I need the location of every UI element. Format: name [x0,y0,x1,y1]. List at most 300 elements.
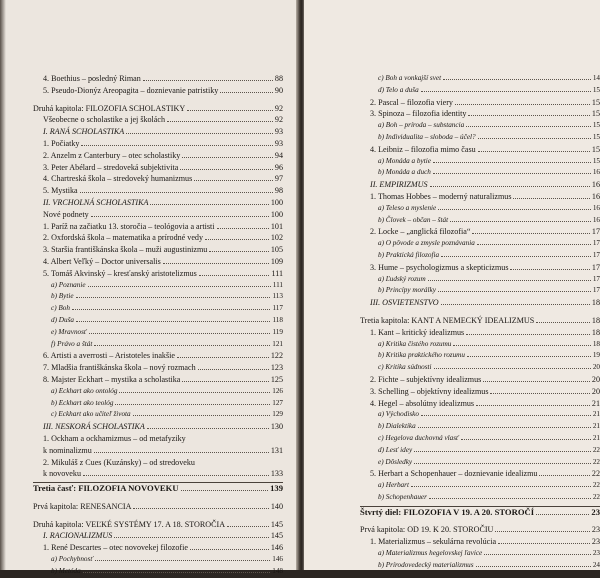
toc-entry [33,221,283,233]
toc-leader-dots [182,381,269,382]
toc-entry [33,483,283,495]
toc-entry [360,398,600,410]
toc-page-number: 18 [592,339,600,348]
toc-entry [33,150,283,162]
toc-entry [33,386,283,398]
toc-page-number: 20 [591,386,600,396]
toc-leader-dots [483,381,590,382]
toc-entry-title: 4. Chartreská škola – stredoveký humanizmus [43,174,193,184]
toc-leader-dots [89,333,271,334]
toc-page-number: 113 [272,292,283,301]
toc-leader-dots [421,91,591,92]
toc-page-number: 15 [592,85,600,94]
toc-leader-dots [182,157,273,158]
toc-leader-dots [443,79,591,80]
toc-page-number: 21 [591,398,600,408]
toc-entry [33,315,283,327]
toc-entry [360,350,600,362]
toc-page-number: 146 [272,555,283,564]
toc-leader-dots [536,514,589,515]
toc-entry [360,524,600,536]
toc-page-number: 127 [272,398,283,407]
toc-entry [360,315,600,327]
toc-leader-dots [495,531,590,532]
toc-page-number: 21 [592,433,600,442]
toc-leader-dots [466,334,590,335]
toc-entry-title: d) Lesť idey [378,445,413,454]
toc-page-number: 92 [274,103,283,113]
toc-entry [33,457,283,469]
toc-leader-dots [91,216,269,217]
toc-leader-dots [94,345,270,346]
toc-entry [360,327,600,339]
toc-entry-title: b) Prírodovedecký materializmus [378,560,474,569]
toc-page-number: 23 [592,549,600,558]
toc-leader-dots [430,186,590,187]
toc-entry [360,132,600,144]
toc-entry-title: a) Monáda a bytie [378,156,431,165]
toc-entry-title: 1. René Descartes – otec novovekej filozofie [43,543,188,553]
toc-entry-title: 6. Artisti a averrosti – Aristoteles inakšie [43,351,175,361]
toc-page-number: 16 [592,203,600,212]
toc-entry [360,285,600,297]
toc-entry-title: 4. Albert Veľký – Doctor universalis [43,256,161,266]
toc-page-number: 88 [274,74,283,83]
toc-entry-title: b) Individualita – sloboda – účel? [378,132,476,141]
toc-leader-dots [83,572,270,573]
toc-entry-title: d) Duša [51,315,74,324]
toc-leader-dots [418,427,591,428]
toc-entry-title: 5. Tomáš Akvinský – kresťanský aristotelizmus [43,268,197,278]
toc-page-number: 126 [272,386,283,395]
toc-entry [33,398,283,410]
toc-page-number: 22 [592,445,600,454]
toc-page-number: 14 [592,74,600,82]
toc-leader-dots [133,415,271,416]
toc-entry-title: II. EMPIRIZMUS [370,180,428,190]
toc-entry-title: a) Herbart [378,481,409,490]
toc-page-number: 15 [591,144,600,154]
toc-leader-dots [76,297,271,298]
toc-entry [360,203,600,215]
toc-leader-dots [227,526,269,527]
toc-page-number: 22 [592,481,600,490]
toc-page-number: 146 [270,543,283,553]
toc-entry-title: a) Boh – príroda – substancia [378,121,465,130]
toc-entry [33,232,283,244]
toc-leader-dots [461,439,591,440]
toc-leader-dots [177,357,269,358]
toc-page-number: 102 [270,233,283,243]
toc-entry-title: a) Pochybnosť [51,555,93,564]
toc-entry [360,339,600,351]
toc-entry-title: a) Materializmus hegelovskej ľavice [378,549,483,558]
toc-leader-dots [513,198,589,199]
toc-page-number: 139 [270,483,283,494]
toc-leader-dots [421,415,591,416]
toc-entry [360,560,600,572]
toc-entry [360,215,600,227]
toc-leader-dots [143,80,273,81]
toc-page-number: 15 [592,121,600,130]
toc-page-number: 16 [591,180,600,190]
toc-entry-title: Druhá kapitola: FILOZOFIA SCHOLASTIKY [33,103,186,113]
right-page [304,0,600,570]
toc-entry-title: Štvrtý diel: FILOZOFIA V 19. A 20. STOROČÍ [360,506,535,517]
toc-leader-dots [434,368,591,369]
toc-entry-title: 3. Schelling – objektívny idealizmus [370,386,489,396]
toc-entry [33,339,283,351]
toc-page-number: 93 [274,127,283,137]
toc-leader-dots [220,92,273,93]
toc-leader-dots [476,566,591,567]
toc-page-number: 129 [272,410,283,419]
toc-entry-title: c) Boh a vonkajší svet [378,74,442,82]
toc-leader-dots [76,321,271,322]
toc-entry-title: Nové podnety [43,209,89,219]
toc-entry-title: 7. Mladšia františkánska škola – nový rozmach [43,363,196,373]
toc-leader-dots [484,554,591,555]
toc-entry [360,433,600,445]
toc-page-number: 18 [591,298,600,308]
toc-entry [33,374,283,386]
toc-entry [33,554,283,566]
toc-entry-title: b) Monáda a duch [378,168,431,177]
toc-entry-title: 1. Materializmus – sekulárna revolúcia [370,537,497,547]
toc-leader-dots [199,275,270,276]
toc-leader-dots [119,392,270,393]
toc-right-column [360,73,600,572]
toc-leader-dots [72,309,271,310]
toc-entry [33,103,283,115]
toc-page-number: 111 [272,280,283,289]
toc-entry [360,457,600,469]
toc-entry [33,173,283,185]
toc-leader-dots [190,549,269,550]
toc-page-number: 24 [592,560,600,569]
toc-entry-title: 3. Peter Abélard – stredoveká subjektivita [43,162,179,172]
toc-page-number: 93 [274,138,283,148]
toc-page-number: 21 [592,410,600,419]
toc-page-number: 94 [274,150,283,160]
toc-entry-title: 2. Anzelm z Canterbury – otec scholastiky [43,150,181,160]
toc-page-number: 92 [274,115,283,125]
toc-leader-dots [478,151,590,152]
toc-page-number: 131 [270,445,283,455]
toc-entry-title: f) Právo a štát [51,339,93,348]
toc-leader-dots [433,173,591,174]
toc-entry [360,191,600,203]
toc-entry [33,501,283,513]
toc-page-number: 15 [591,97,600,107]
toc-entry-title: 3. Spinoza – filozofia identity [370,109,467,119]
toc-page-number: 15 [592,156,600,165]
toc-entry-title: 1. Počiatky [43,138,80,148]
toc-leader-dots [414,463,591,464]
toc-entry [33,162,283,174]
page-edge-shadow [0,0,6,570]
toc-page-number: 117 [272,304,283,313]
toc-leader-dots [472,233,589,234]
toc-entry [33,114,283,126]
toc-leader-dots [205,239,269,240]
toc-page-number: 17 [591,262,600,272]
toc-entry [33,303,283,315]
toc-entry [33,433,283,445]
toc-leader-dots [115,404,270,405]
toc-entry-title: 4. Hegel – absolútny idealizmus [370,398,475,408]
toc-leader-dots [438,209,591,210]
toc-leader-dots [450,221,591,222]
toc-page-number: 145 [270,531,283,541]
toc-entry-title: k nominalizmu [43,445,92,455]
toc-entry [360,144,600,156]
toc-leader-dots [438,291,591,292]
toc-leader-dots [510,269,589,270]
toc-entry [360,167,600,179]
toc-entry [33,209,283,221]
toc-entry-title: 3. Staršia františkánska škola – muži augustinizmu [43,245,208,255]
toc-entry [33,468,283,480]
toc-leader-dots [180,169,273,170]
toc-entry [33,138,283,150]
toc-leader-dots [187,110,273,111]
toc-entry [33,421,283,433]
toc-entry-title: a) Ľudský rozum [378,274,426,283]
toc-entry [360,179,600,191]
toc-entry-title: Tretia kapitola: KANT A NEMECKÝ IDEALIZMUS [360,315,535,325]
toc-entry [33,73,283,85]
toc-entry [33,327,283,339]
toc-entry [33,256,283,268]
toc-entry-title: 5. Mystika [43,186,78,196]
toc-leader-dots [126,133,273,134]
toc-leader-dots [453,345,590,346]
toc-entry [360,238,600,250]
toc-left-column [33,73,283,578]
toc-leader-dots [95,560,270,561]
toc-entry-title: a) Východisko [378,410,419,419]
toc-page-number: 17 [591,227,600,237]
toc-entry [33,268,283,280]
toc-page-number: 111 [271,268,283,278]
toc-entry [33,85,283,97]
toc-page-number: 105 [270,245,283,255]
toc-entry [360,409,600,421]
toc-entry-title: 1. Ockham a ockhamizmus – od metafyziky [43,433,186,443]
toc-entry-title: c) Boh [51,304,70,313]
toc-entry-title: III. NESKORÁ SCHOLASTIKA [43,422,145,432]
toc-page-number: 145 [270,519,283,529]
toc-entry-title: b) Schopenhauer [378,492,427,501]
toc-page-number: 130 [270,422,283,432]
toc-page-number: 17 [592,274,600,283]
toc-page-number: 20 [592,363,600,372]
toc-entry [33,530,283,542]
toc-entry [360,250,600,262]
toc-leader-dots [498,543,590,544]
toc-entry [33,185,283,197]
toc-page-number: 98 [274,186,283,196]
toc-entry [360,362,600,374]
toc-entry [360,548,600,560]
toc-entry-title: 2. Locke – „anglická filozofia“ [370,227,471,237]
toc-leader-dots [194,180,273,181]
left-page [0,0,298,575]
toc-page-number: 101 [270,221,283,231]
toc-leader-dots [147,428,269,429]
toc-page-number: 97 [274,174,283,184]
toc-entry-title: b) Bytie [51,292,74,301]
toc-entry-title: 2. Pascal – filozofia viery [370,97,453,107]
toc-entry-title: 1. Kant – kritický idealizmus [370,327,465,337]
toc-entry-title: b) Metóda [51,566,81,575]
toc-leader-dots [83,475,269,476]
toc-entry [360,274,600,286]
toc-leader-dots [476,405,590,406]
toc-leader-dots [217,228,269,229]
toc-page-number: 21 [592,422,600,431]
toc-page-number: 22 [592,492,600,501]
toc-leader-dots [163,263,269,264]
toc-page-number: 23 [591,537,600,547]
toc-entry-title: e) Mravnosť [51,327,87,336]
toc-entry [360,480,600,492]
toc-entry-title: b) Eckhart ako teológ [51,398,114,407]
toc-entry-title: k novoveku [43,469,81,479]
toc-leader-dots [536,322,590,323]
toc-entry-title: 4. Leibniz – filozofia mimo času [370,144,476,154]
toc-entry [360,97,600,109]
toc-leader-dots [441,256,591,257]
toc-page-number: 17 [592,239,600,248]
toc-entry [360,85,600,97]
toc-page-number: 148 [272,566,283,575]
toc-leader-dots [467,356,591,357]
toc-leader-dots [133,508,268,509]
toc-entry [360,156,600,168]
toc-entry [360,445,600,457]
toc-entry [33,566,283,578]
toc-page-number: 18 [591,315,600,325]
toc-page-number: 123 [270,363,283,373]
toc-entry [33,126,283,138]
toc-entry-title: 2. Mikuláš z Cues (Kuzánsky) – od stredoveku [43,457,195,467]
toc-leader-dots [81,145,272,146]
toc-page-number: 22 [592,457,600,466]
toc-page-number: 18 [591,327,600,337]
toc-entry [360,108,600,120]
toc-page-number: 133 [270,469,283,479]
toc-leader-dots [198,369,269,370]
toc-leader-dots [466,126,591,127]
toc-entry-title: b) Praktická filozofia [378,250,440,259]
toc-page-number: 90 [274,85,283,95]
toc-leader-dots [455,104,590,105]
toc-page-number: 119 [272,327,283,336]
toc-entry-title: a) Teleso a myslenie [378,203,437,212]
toc-leader-dots [429,498,591,499]
toc-entry [33,409,283,421]
toc-entry [360,120,600,132]
toc-entry [33,362,283,374]
toc-page-number: 122 [270,351,283,361]
toc-entry-title: 5. Pseudo-Dionýz Areopagita – doznievanie patristiky [43,85,219,95]
toc-leader-dots [94,452,269,453]
toc-page-number: 100 [270,209,283,219]
toc-entry [360,536,600,548]
toc-leader-dots [114,537,269,538]
toc-entry-title: c) Eckhart ako učiteľ života [51,410,131,419]
toc-entry-title: e) Dôsledky [378,457,413,466]
toc-entry-title: a) Eckhart ako ontológ [51,386,118,395]
toc-page-number: 23 [591,525,600,535]
toc-entry [33,280,283,292]
toc-page-number: 20 [591,374,600,384]
toc-page-number: 96 [274,162,283,172]
toc-leader-dots [428,280,591,281]
toc-page-number: 15 [592,132,600,141]
toc-entry-title: Tretia časť: FILOZOFIA NOVOVEKU [33,483,179,494]
toc-entry [33,350,283,362]
toc-leader-dots [539,475,589,476]
toc-entry-title: a) Poznanie [51,280,86,289]
toc-entry-title: III. OSVIETENSTVO [370,298,439,308]
toc-leader-dots [433,162,591,163]
toc-entry [360,421,600,433]
toc-entry [33,519,283,531]
toc-entry [33,291,283,303]
toc-entry-title: c) Kritika súdnosti [378,363,432,372]
toc-page-number: 19 [592,351,600,360]
toc-entry [33,244,283,256]
toc-entry-title: a) Kritika čistého rozumu [378,339,452,348]
toc-leader-dots [411,486,591,487]
toc-leader-dots [477,244,591,245]
toc-entry-title: 2. Fichte – subjektívny idealizmus [370,374,482,384]
toc-entry-title: I. RACIONALIZMUS [43,531,113,541]
toc-entry-title: Všeobecne o scholastike a jej školách [43,115,166,125]
toc-entry-title: Prvá kapitola: OD 19. K 20. STOROČIU [360,525,494,535]
toc-page-number: 16 [592,168,600,177]
toc-entry [360,262,600,274]
toc-entry-title: 8. Majster Eckhart – mystika a scholastika [43,374,181,384]
toc-entry-title: 4. Boethius – posledný Riman [43,74,141,83]
toc-page-number: 17 [592,250,600,259]
toc-leader-dots [80,192,273,193]
toc-entry-title: b) Dialektika [378,422,416,431]
toc-entry-title: Prvá kapitola: RENESANCIA [33,501,132,511]
toc-leader-dots [88,286,271,287]
toc-leader-dots [209,251,269,252]
toc-entry [33,197,283,209]
toc-entry [360,468,600,480]
toc-entry-title: a) O pôvode a zmysle poznávania [378,239,475,248]
toc-entry [360,386,600,398]
toc-page-number: 15 [591,109,600,119]
toc-page-number: 109 [270,256,283,266]
toc-leader-dots [490,393,589,394]
toc-leader-dots [468,115,589,116]
toc-leader-dots [478,138,591,139]
toc-entry-title: II. VRCHOLNÁ SCHOLASTIKA [43,197,149,207]
toc-entry-title: Druhá kapitola: VEĽKÉ SYSTÉMY 17. A 18. STOROČIA [33,519,226,529]
toc-entry-title: b) Kritika praktického rozumu [378,351,465,360]
toc-page-number: 16 [591,191,600,201]
toc-page-number: 118 [272,315,283,324]
toc-entry [360,507,600,519]
toc-leader-dots [181,490,269,491]
